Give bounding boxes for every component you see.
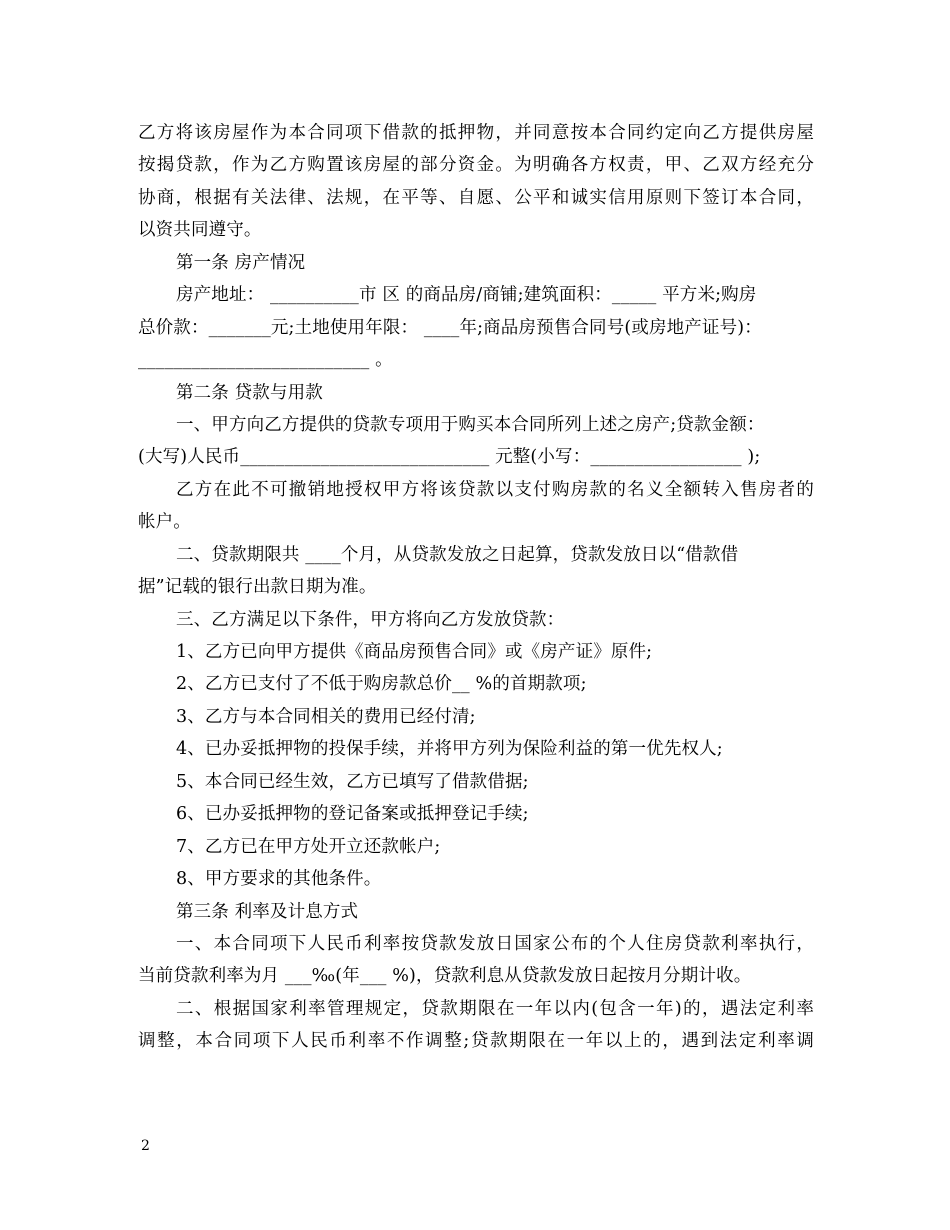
text-line-2: 按揭贷款，作为乙方购置该房屋的部分资金。为明确各方权责，甲、乙双方经充分 xyxy=(138,155,814,176)
text-line-3: 协商，根据有关法律、法规，在平等、自愿、公平和诚实信用原则下签订本合同， xyxy=(138,187,814,208)
interest-rate-line-2: 当前贷款利率为月 ___‰(年___ %)，贷款利息从贷款发放日起按月分期计收。 xyxy=(138,966,752,987)
page-number: 2 xyxy=(141,1138,150,1154)
authorization-line-2: 帐户。 xyxy=(138,512,191,533)
article-2-heading: 第二条 贷款与用款 xyxy=(176,382,323,403)
property-address-line: 房产地址： __________市 区 的商品房/商铺;建筑面积：_____ 平方米;购房 xyxy=(176,285,757,306)
authorization-line-1: 乙方在此不可撤销地授权甲方将该贷款以支付购房款的名义全额转入售房者的 xyxy=(176,479,814,500)
contract-body xyxy=(138,117,814,1058)
condition-item-7: 7、乙方已在甲方处开立还款帐户; xyxy=(176,836,441,857)
condition-item-1: 1、乙方已向甲方提供《商品房预售合同》或《房产证》原件; xyxy=(176,642,653,662)
condition-item-8: 8、甲方要求的其他条件。 xyxy=(176,869,382,890)
loan-purpose-line: 一、甲方向乙方提供的贷款专项用于购买本合同所列上述之房产;贷款金额： xyxy=(176,414,765,435)
condition-item-2: 2、乙方已支付了不低于购房款总价__ %的首期款项; xyxy=(176,674,587,695)
text-line-4: 以资共同遵守。 xyxy=(138,220,262,241)
article-1-heading: 第一条 房产情况 xyxy=(176,252,306,273)
interest-rate-line-1: 一、本合同项下人民币利率按贷款发放日国家公布的个人住房贷款利率执行， xyxy=(176,933,814,954)
property-price-line: 总价款：_______元;土地使用年限： ____年;商品房预售合同号(或房地产证号)： xyxy=(138,317,762,338)
loan-term-line-2: 据”记载的银行出款日期为准。 xyxy=(138,577,377,598)
loan-amount-line: (大写)人民币____________________________ 元整(小写：_________________ ); xyxy=(138,447,761,468)
text-line-1: 乙方将该房屋作为本合同项下借款的抵押物，并同意按本合同约定向乙方提供房屋 xyxy=(138,123,814,143)
condition-item-4: 4、已办妥抵押物的投保手续，并将甲方列为保险利益的第一优先权人; xyxy=(176,739,723,760)
conditions-heading: 三、乙方满足以下条件，甲方将向乙方发放贷款： xyxy=(176,609,565,630)
rate-adjustment-line-2: 调整，本合同项下人民币利率不作调整;贷款期限在一年以上的，遇到法定利率调 xyxy=(138,1031,814,1052)
rate-adjustment-line-1: 二、根据国家利率管理规定，贷款期限在一年以内(包含一年)的，遇法定利率 xyxy=(176,998,814,1019)
loan-term-line-1: 二、贷款期限共 ____个月，从贷款发放之日起算，贷款发放日以“借款借 xyxy=(176,544,739,565)
property-certificate-line: __________________________ 。 xyxy=(138,350,393,371)
article-3-heading: 第三条 利率及计息方式 xyxy=(176,901,359,922)
condition-item-5: 5、本合同已经生效，乙方已填写了借款借据; xyxy=(176,771,529,792)
condition-item-6: 6、已办妥抵押物的登记备案或抵押登记手续; xyxy=(176,804,529,825)
condition-item-3: 3、乙方与本合同相关的费用已经付清; xyxy=(176,706,476,727)
